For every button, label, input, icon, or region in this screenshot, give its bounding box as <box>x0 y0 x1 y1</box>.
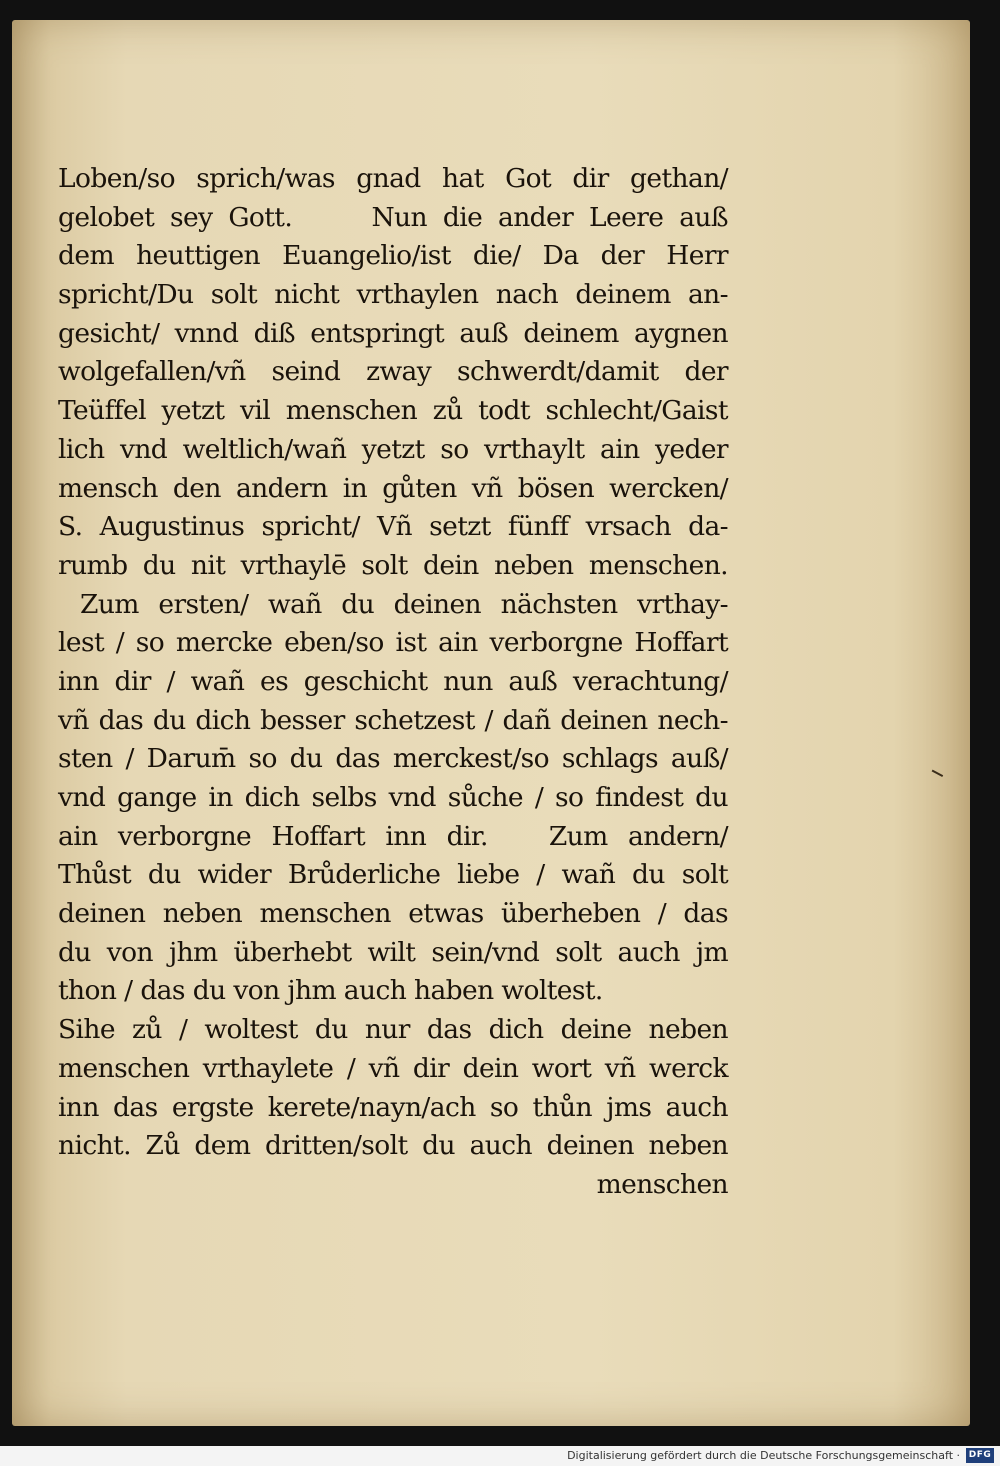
text-line: ain verborgne Hoffart inn dir. Zum andern/ <box>58 820 728 852</box>
text-line: gelobet sey Gott. Nun die ander Leere auß <box>58 201 728 233</box>
text-line: inn das ergste kerete/nayn/ach so thůn jms auch <box>58 1091 728 1123</box>
text-line: Loben/so sprich/was gnad hat Got dir gethan/ <box>58 163 728 194</box>
text-line: lest / so mercke eben/so ist ain verborgne Hoffart <box>58 627 728 659</box>
text-line: Teüffel yetzt vil menschen zů todt schlecht/Gaist <box>58 395 728 427</box>
text-line: thon / das du von jhm auch haben woltest. <box>58 975 603 1007</box>
text-line: gesicht/ vnnd diß entspringt auß deinem aygnen <box>58 317 728 349</box>
footer-bar <box>0 1446 1000 1466</box>
text-line: menschen vrthaylete / vñ dir dein wort vñ werck <box>58 1052 728 1084</box>
text-line: mensch den andern in gůten vñ bösen wercken/ <box>58 472 728 504</box>
text-line: du von jhm überhebt wilt sein/vnd solt auch jm <box>58 936 728 968</box>
text-line: nicht. Zů dem dritten/solt du auch deinen neben <box>58 1130 728 1162</box>
catchword: menschen <box>596 1168 728 1200</box>
page-text-block <box>58 160 728 1205</box>
text-line: spricht/Du solt nicht vrthaylen nach deinem an- <box>58 279 728 311</box>
text-line: S. Augustinus spricht/ Vñ setzt fünff vrsach da- <box>58 511 728 543</box>
text-line: lich vnd weltlich/wañ yetzt so vrthaylt ain yeder <box>58 433 728 465</box>
text-line: vñ das du dich besser schetzest / dañ deinen nech- <box>58 704 728 736</box>
text-line: Thůst du wider Brůderliche liebe / wañ du solt <box>58 859 728 891</box>
text-line: rumb du nit vrthaylē solt dein neben menschen. <box>58 549 728 581</box>
text-line: wolgefallen/vñ seind zway schwerdt/damit der <box>58 356 728 388</box>
text-line: Zum ersten/ wañ du deinen nächsten vrthay- <box>80 588 728 620</box>
text-line: sten / Darum̄ so du das merckest/so schlags auß/ <box>58 743 728 775</box>
funding-credit: Digitalisierung gefördert durch die Deutsche Forschungsgemeinschaft · <box>567 1449 960 1462</box>
text-line: Sihe zů / woltest du nur das dich deine neben <box>58 1014 728 1046</box>
book-page <box>12 20 970 1426</box>
text-line: vnd gange in dich selbs vnd sůche / so findest du <box>58 782 728 813</box>
text-line: inn dir / wañ es geschicht nun auß verachtung/ <box>58 665 728 697</box>
dfg-logo-icon[interactable]: DFG <box>966 1448 994 1463</box>
text-line: dem heuttigen Euangelio/ist die/ Da der Herr <box>58 240 728 272</box>
ink-speck-mark <box>929 770 943 783</box>
text-line: deinen neben menschen etwas überheben / das <box>58 898 728 930</box>
